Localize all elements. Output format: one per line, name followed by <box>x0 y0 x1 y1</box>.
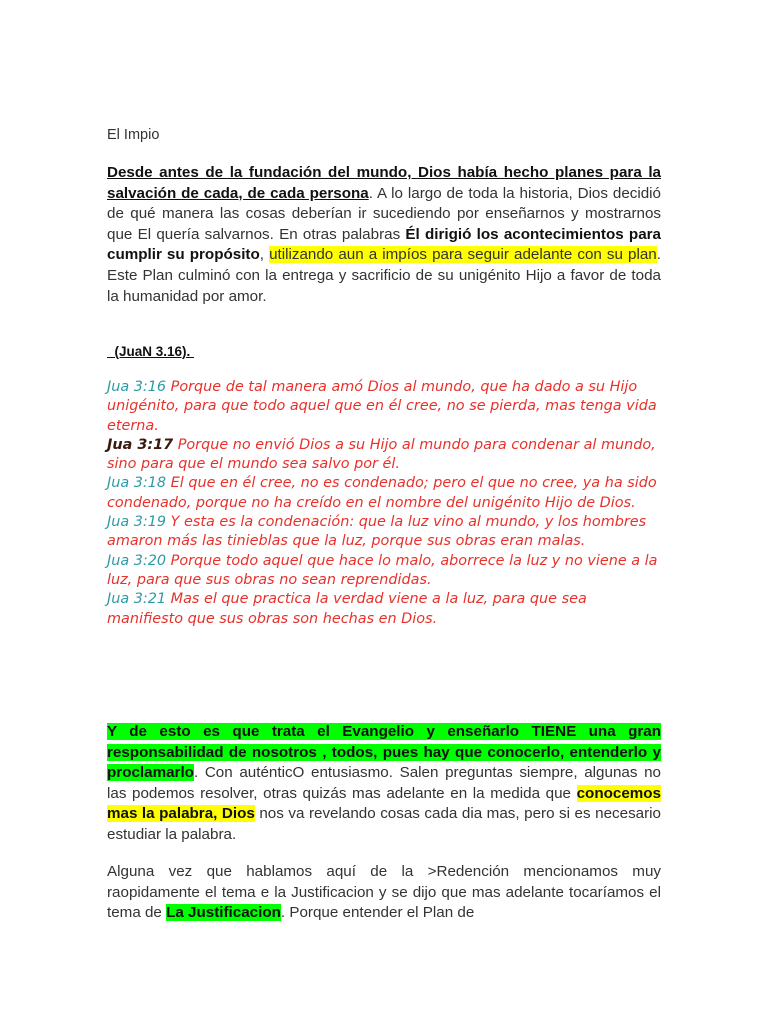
intro-paragraph <box>107 163 661 307</box>
intro-bold-underlined: Desde antes de la fundación del mundo, Dios había hecho planes para la salvación de cada, de cada persona <box>107 164 661 202</box>
verse-text: Porque de tal manera amó Dios al mundo, que ha dado a su Hijo unigénito, para que todo aquel que en él cree, no se pierda, mas tenga vida eterna. <box>107 379 657 434</box>
gospel-green-highlight: Y de esto es que trata el Evangelio y enseñarlo TIENE una gran responsabilidad de nosotros , todos, pues hay que conocerlo, entenderlo y proclamarlo <box>107 723 661 782</box>
verse-item <box>107 474 667 513</box>
verse-ref: Jua 3:21 <box>107 591 167 608</box>
verse-text: Y esta es la condenación: que la luz vino al mundo, y los hombres amaron más las tinieblas que la luz, porque sus obras eran malas. <box>107 514 647 550</box>
intro-highlight: utilizando aun a impíos para seguir adelante con su plan <box>269 246 657 264</box>
verse-list <box>107 378 667 629</box>
verse-ref: Jua 3:18 <box>107 475 167 492</box>
verse-item <box>107 436 667 475</box>
verse-item <box>107 513 667 552</box>
verse-ref: Jua 3:20 <box>107 552 167 569</box>
verse-text: Mas el que practica la verdad viene a la luz, para que sea manifiesto que sus obras son hechas en Dios. <box>107 591 587 627</box>
verse-text: Porque todo aquel que hace lo malo, aborrece la luz y no viene a la luz, para que sus obras no sean reprendidas. <box>107 552 658 588</box>
scripture-reference: (JuaN 3.16). <box>107 344 195 359</box>
verse-text: Porque no envió Dios a su Hijo al mundo para condenar al mundo, sino para que el mundo sea salvo por él. <box>107 436 656 473</box>
gospel-yellow-highlight: conocemos mas la palabra, Dios <box>107 784 661 823</box>
verse-item <box>107 552 667 591</box>
justification-green-highlight: La Justificacion <box>166 904 281 922</box>
gospel-paragraph <box>107 722 661 846</box>
gospel-text-2: nos va revelando cosas cada dia mas, pero si es necesario estudiar la palabra. <box>107 805 661 843</box>
verse-ref: Jua 3:19 <box>107 514 167 531</box>
justification-paragraph <box>107 862 661 924</box>
intro-text-2: , <box>259 246 270 264</box>
document-title: El Impio <box>107 127 160 143</box>
verse-text: El que en él cree, no es condenado; pero el que no cree, ya ha sido condenado, porque no ha creído en el nombre del unigénito Hijo de Dios. <box>107 475 657 511</box>
verse-item <box>107 590 667 629</box>
verse-ref: Jua 3:17 <box>107 436 174 453</box>
verse-item <box>107 378 667 436</box>
intro-bold: Él dirigió los acontecimientos para cumplir su propósito <box>107 225 662 264</box>
intro-text-3: . Este Plan culminó con la entrega y sacrificio de su unigénito Hijo a favor de toda la humanidad por amor. <box>107 246 661 305</box>
verse-ref: Jua 3:16 <box>107 379 167 395</box>
gospel-text-1: . Con auténticO entusiasmo. Salen preguntas siempre, algunas no las podemos resolver, otras quizás mas adelante en la medida que <box>107 764 661 802</box>
intro-text-1: . A lo largo de toda la historia, Dios decidió de qué manera las cosas deberían ir sucediendo por enseñarnos y mostrarnos que El quería salvarnos. En otras palabras <box>107 184 662 243</box>
justification-text-1: Alguna vez que hablamos aquí de la >Redención mencionamos muy raopidamente el tema e la Justificacion y se dijo que mas adelante tocaríamos el tema de <box>107 863 661 922</box>
justification-text-2: . Porque entender el Plan de <box>280 904 475 922</box>
